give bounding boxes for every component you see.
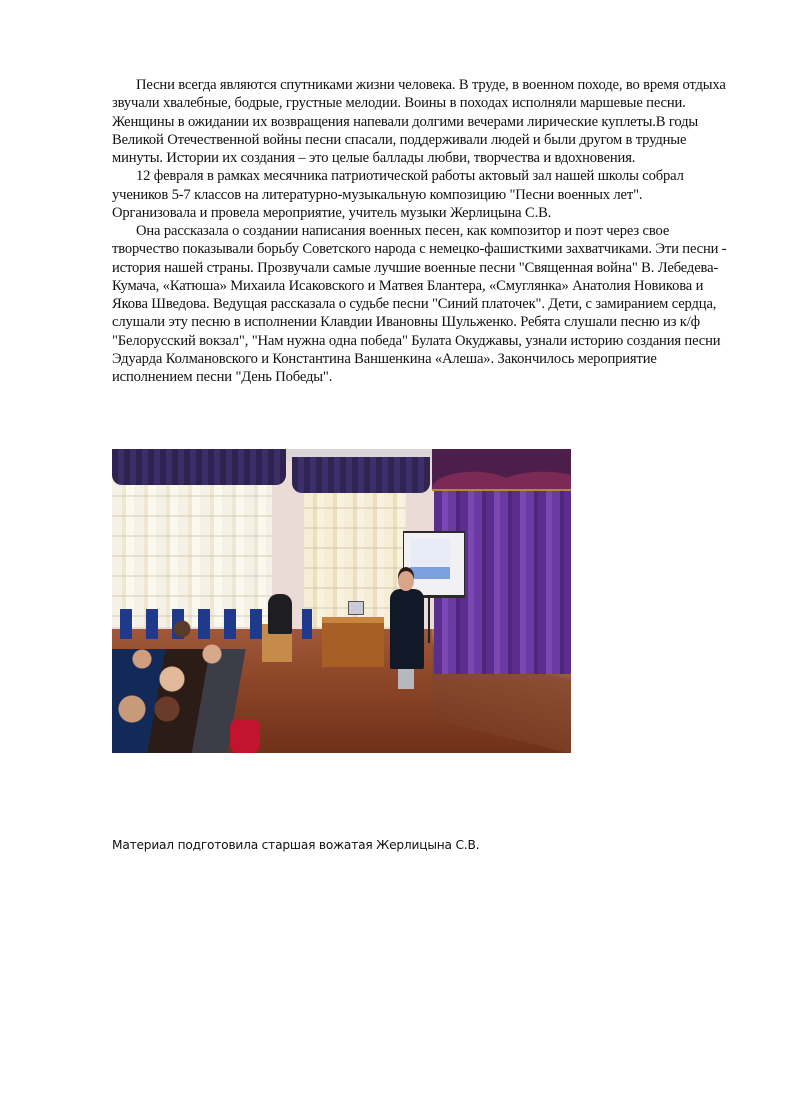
- paragraph-songs: Она рассказала о создании написания военных песен, как композитор и поэт через свое творчество показывали борьбу Советского народа с немецко-фашисткими захватчиками. Эти песни - история нашей страны. Прозвучали самые лучшие военные песни "Священная война" В. Лебедева-Кумача, «Катюша» Михаила Исаковского и Матвея Блантера, «Смуглянка» Анатолия Новикова и Якова Шведова. Ведущая рассказала о судьбе песни "Синий платочек". Дети, с замиранием сердца, слушали эту песню в исполнении Клавдии Ивановны Шульженко. Ребята слушали песню из к/ф "Белорусский вокзал", "Нам нужна одна победа" Булата Окуджавы, узнали историю создания песни Эдуарда Колмановского и Константина Ваншенкина «Алеша». Закончилось мероприятие исполнением песни "День Победы".: [112, 223, 727, 385]
- photo-screen-tripod: [428, 595, 430, 643]
- paragraph-intro: Песни всегда являются спутниками жизни человека. В труде, в военном походе, во время отдыха звучали хвалебные, бодрые, грустные мелодии. Воины в походах исполняли маршевые песни. Женщины в ожидании их возвращения напевали долгими вечерами лирические куплеты.В годы Великой Отечественной войны песни спасали, поддерживали людей и были другом в трудные минуты. Истории их создания – это целые баллады любви, творчества и вдохновения.: [112, 77, 726, 166]
- photo-laptop: [348, 601, 364, 615]
- author-note: Материал подготовила старшая вожатая Жерлицына С.В.: [112, 838, 480, 852]
- paragraph-event: 12 февраля в рамках месячника патриотической работы актовый зал нашей школы собрал учеников 5-7 классов на литературно-музыкальную композицию "Песни военных лет". Организовала и провела мероприятие, учитель музыки Жерлицына С.В.: [112, 168, 684, 221]
- photo-valance-left: [112, 449, 286, 485]
- photo-table: [322, 617, 384, 667]
- event-photo: [112, 449, 571, 753]
- photo-stage-valance: [432, 449, 571, 491]
- photo-valance-center: [292, 457, 430, 493]
- article-body: [112, 76, 730, 386]
- photo-presenter-legs: [398, 667, 414, 689]
- photo-red-bag: [230, 719, 260, 753]
- photo-presenter-head: [398, 571, 414, 591]
- photo-projected-slide: [410, 539, 450, 579]
- photo-presenter: [390, 589, 424, 669]
